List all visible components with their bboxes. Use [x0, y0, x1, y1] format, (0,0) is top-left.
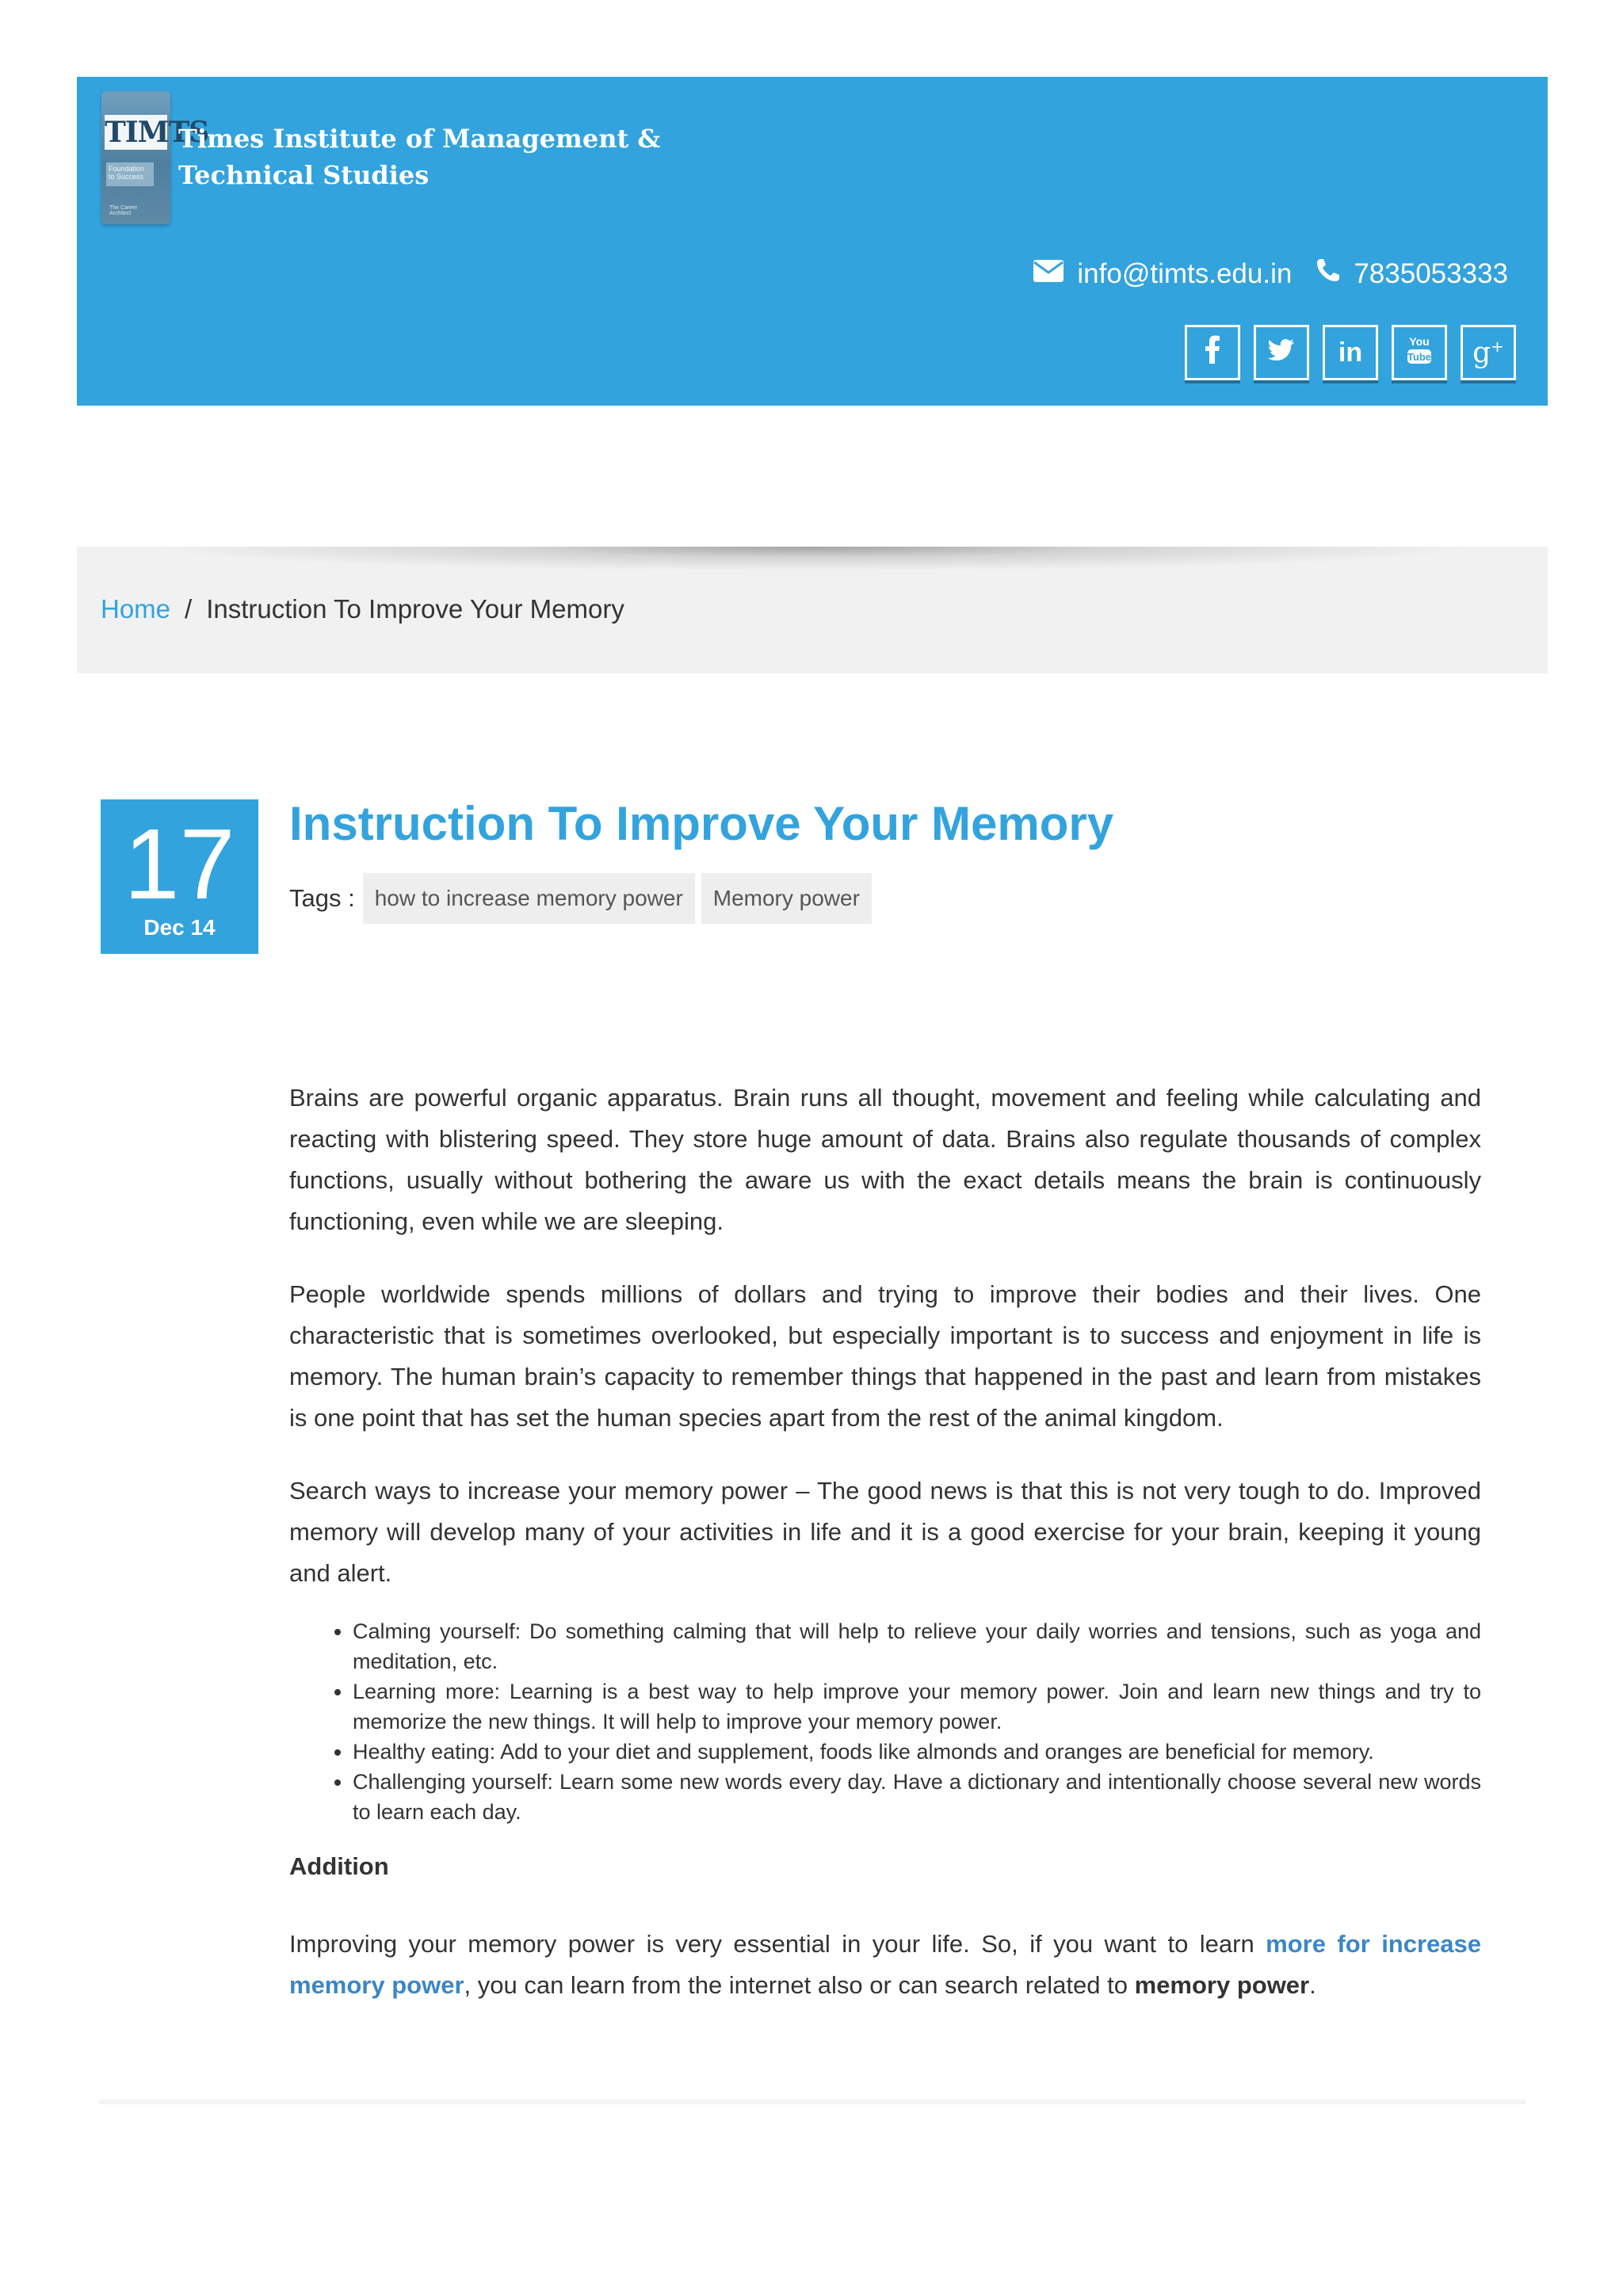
list-item: • Calming yourself: Do something calming that will help to relieve your daily worries and tensions, such as yoga and meditation, etc. [353, 1616, 1481, 1676]
logo-tagline: Foundation to Success [106, 162, 154, 186]
list-item: • Challenging yourself: Learn some new words every day. Have a dictionary and intentionally choose several new words to learn each day. [353, 1767, 1481, 1827]
social-links [1185, 325, 1516, 380]
section-heading: Addition [289, 1852, 389, 1880]
final-bold-text: memory power [1134, 1971, 1310, 1999]
post-date-day: 17 [124, 808, 235, 920]
divider-shadow [124, 547, 1500, 572]
google-plus-icon: g+ [1472, 336, 1504, 369]
final-text-middle: , you can learn from the internet also or can search related to [464, 1971, 1135, 1999]
tag-link[interactable]: how to increase memory power [363, 873, 695, 924]
post-date [101, 799, 258, 954]
youtube-button[interactable] [1392, 325, 1447, 380]
svg-text:You: You [1409, 334, 1430, 348]
site-name-line-1: Times Institute of Management & [178, 124, 661, 154]
breadcrumb [101, 594, 624, 624]
breadcrumb-home-link[interactable]: Home [101, 594, 171, 624]
logo-small-text: The Career Architect [109, 205, 138, 216]
envelope-icon [1033, 258, 1064, 290]
article-paragraph: People worldwide spends millions of dollars and trying to improve their bodies and their lives. One characteristic that is sometimes overlooked, but especially important is to success and enjoyment in life is memory. The human brain’s capacity to remember things that happened in the past and learn from mistakes is one point that has set the human species apart from the rest of the animal kingdom. [289, 1280, 1481, 1432]
twitter-icon [1268, 338, 1295, 368]
linkedin-button[interactable] [1323, 325, 1378, 380]
list-item: • Learning more: Learning is a best way to help improve your memory power. Join and learn new things and try to memorize the new things. It will help to improve your memory power. [353, 1676, 1481, 1737]
list-item: • Healthy eating: Add to your diet and supplement, foods like almonds and oranges are beneficial for memory. [353, 1737, 1481, 1767]
email-link[interactable]: info@timts.edu.in [1077, 257, 1293, 289]
facebook-button[interactable] [1185, 325, 1240, 380]
google-plus-button[interactable] [1461, 325, 1516, 380]
facebook-icon [1205, 335, 1220, 371]
linkedin-icon: in [1338, 337, 1363, 368]
site-name-line-2: Technical Studies [178, 160, 430, 190]
breadcrumb-separator: / [185, 594, 193, 624]
tags-label: Tags : [289, 884, 355, 912]
bottom-divider [99, 2100, 1526, 2104]
increase-memory-link[interactable]: more for increase memory power [289, 1930, 1482, 1999]
breadcrumb-current: Instruction To Improve Your Memory [206, 594, 624, 624]
logo-abbr: TIMTS [105, 116, 209, 149]
site-name[interactable] [178, 120, 660, 193]
article-body [289, 1077, 1481, 2038]
article-paragraph-final [289, 1924, 1481, 2006]
final-text-before: Improving your memory power is very essential in your life. So, if you want to learn [289, 1930, 1266, 1958]
twitter-button[interactable] [1254, 325, 1309, 380]
post-date-month: Dec 14 [143, 915, 216, 940]
contact-row [1033, 257, 1508, 290]
article-paragraph: Brains are powerful organic apparatus. Brain runs all thought, movement and feeling while calculating and reacting with blistering speed. They store huge amount of data. Brains also regulate thousands of complex functions, usually without bothering the aware us with the exact details means the brain is continuously functioning, even while we are sleeping. [289, 1084, 1481, 1235]
final-text-end: . [1309, 1971, 1316, 1999]
site-header [77, 77, 1548, 406]
svg-text:Tube: Tube [1407, 350, 1432, 363]
tips-list [353, 1616, 1481, 1827]
article-paragraph: Search ways to increase your memory power – The good news is that this is not very tough to do. Improved memory will develop many of your activities in life and it is a good exercise for your brain, keeping it young and alert. [289, 1477, 1481, 1587]
phone-link[interactable]: 7835053333 [1354, 257, 1508, 289]
post-tags [289, 873, 878, 924]
logo[interactable] [101, 91, 209, 224]
phone-icon [1316, 257, 1341, 290]
youtube-icon [1406, 334, 1433, 372]
post-title[interactable]: Instruction To Improve Your Memory [289, 797, 1114, 850]
tag-link[interactable]: Memory power [701, 873, 872, 924]
breadcrumb-bar [77, 547, 1548, 673]
